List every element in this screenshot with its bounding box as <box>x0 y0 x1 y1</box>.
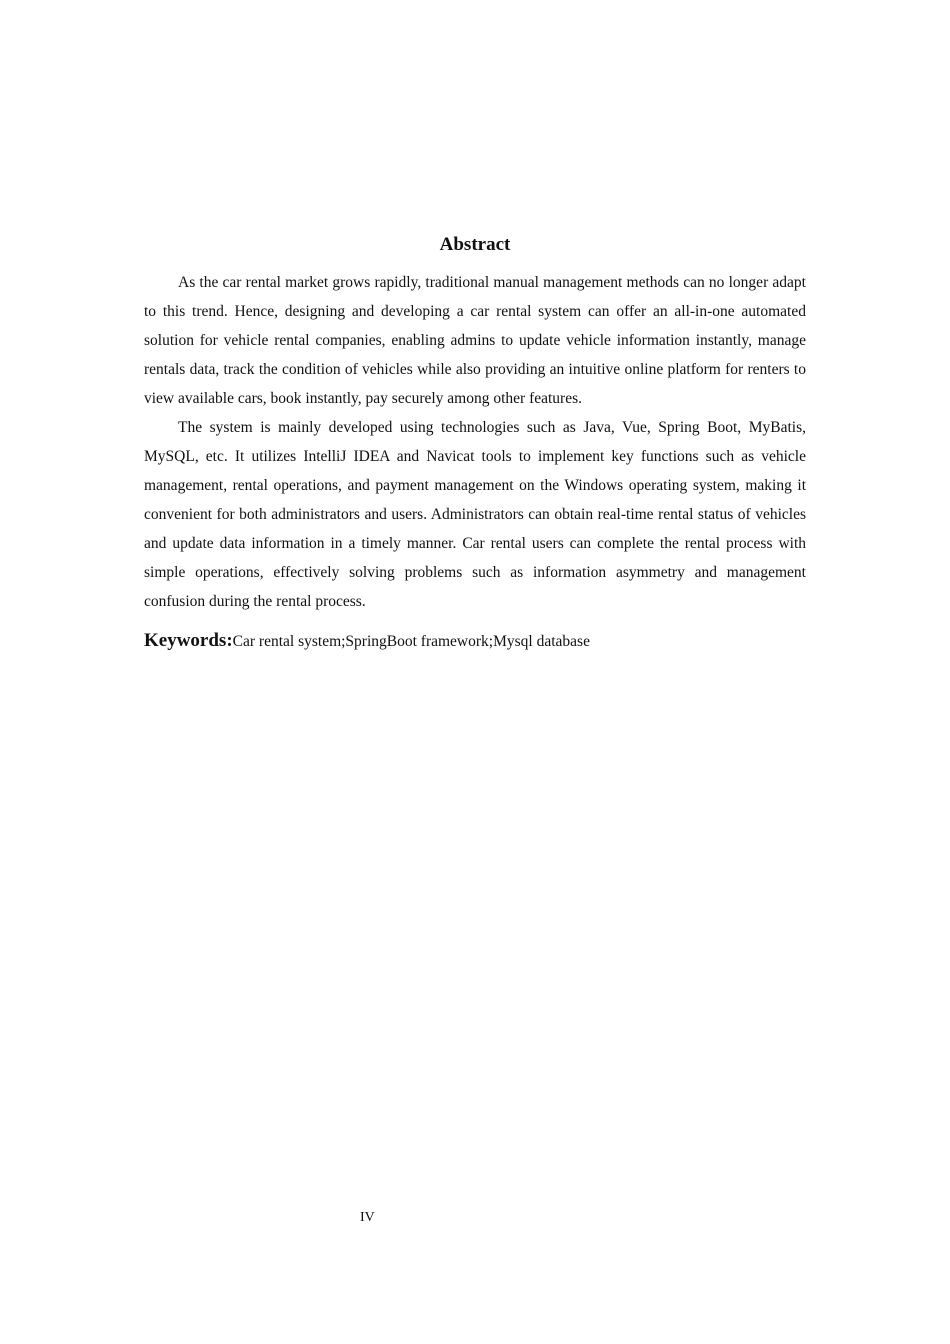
page-number: IV <box>360 1210 375 1225</box>
keywords-line <box>144 626 806 657</box>
keywords-label: Keywords: <box>144 630 233 651</box>
abstract-section <box>144 230 806 657</box>
abstract-paragraph-2: The system is mainly developed using technologies such as Java, Vue, Spring Boot, MyBatis, MySQL, etc. It utilizes IntelliJ IDEA and Navicat tools to implement key functions such as vehicle management, rental operations, and payment management on the Windows operating system, making it convenient for both administrators and users. Administrators can obtain real-time rental status of vehicles and update data information in a timely manner. Car rental users can complete the rental process with simple operations, effectively solving problems such as information asymmetry and management confusion during the rental process. <box>144 419 806 610</box>
keywords-text: Car rental system;SpringBoot framework;Mysql database <box>232 633 590 650</box>
abstract-paragraph-1: As the car rental market grows rapidly, traditional manual management methods can no longer adapt to this trend. Hence, designing and developing a car rental system can offer an all-in-one automated solution for vehicle rental companies, enabling admins to update vehicle information instantly, manage rentals data, track the condition of vehicles while also providing an intuitive online platform for renters to view available cars, book instantly, pay securely among other features. <box>144 274 806 407</box>
abstract-title: Abstract <box>439 234 511 255</box>
